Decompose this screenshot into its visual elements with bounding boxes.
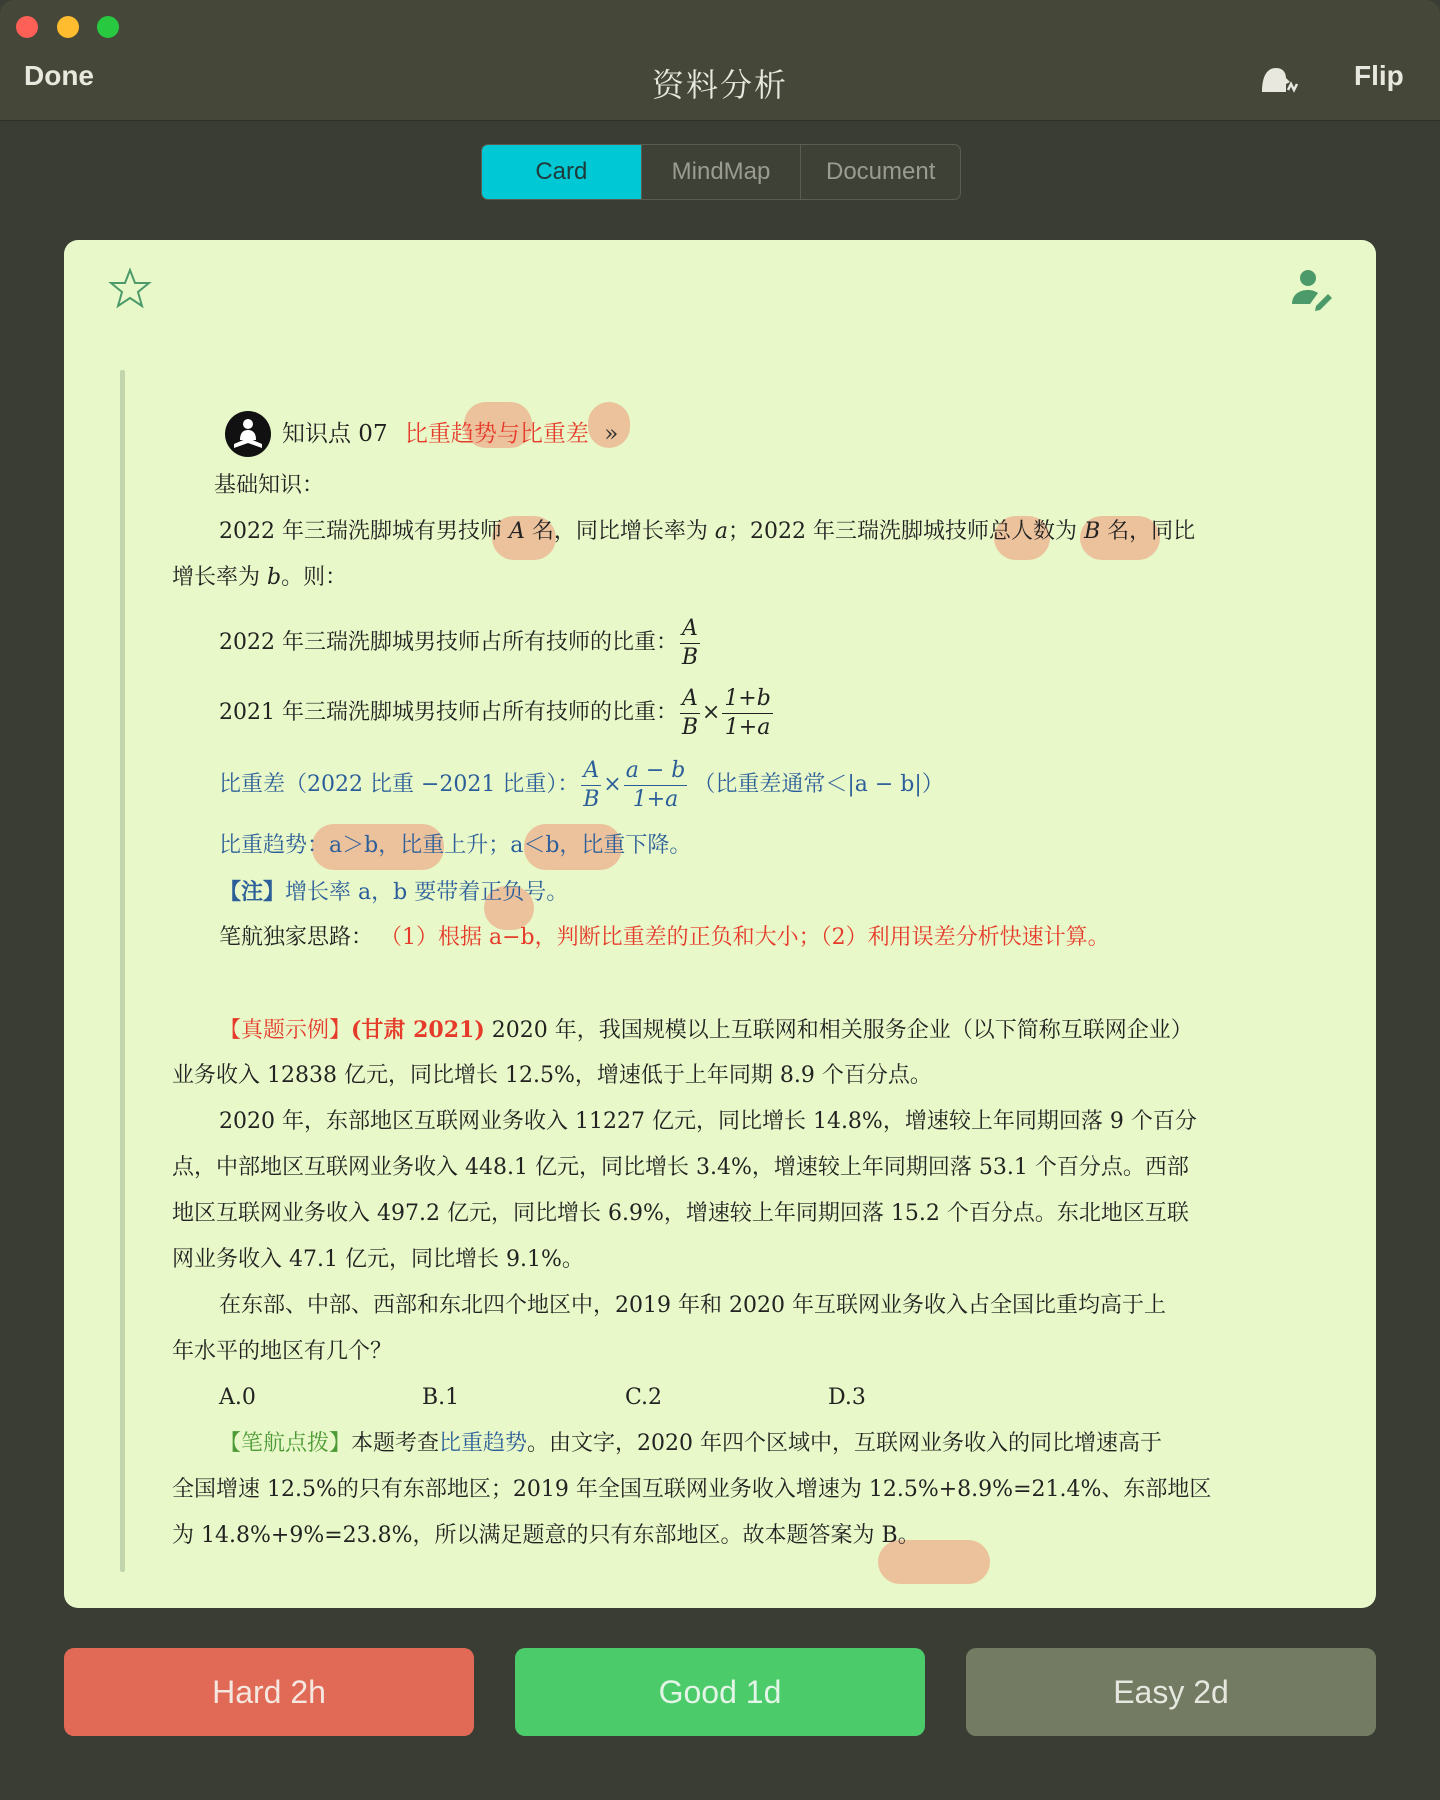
option-d: D.3 [828, 1385, 866, 1410]
basics-label: 基础知识： [214, 473, 325, 498]
tip-link: 比重趋势 [439, 1431, 528, 1456]
tip-line1: 【笔航点拨】本题考查比重趋势。由文字，2020 年四个区域中，互联网业务收入的同比增速高于 [219, 1431, 1163, 1456]
edit-person-icon[interactable] [1290, 266, 1336, 312]
question-line1: 在东部、中部、西部和东北四个地区中，2019 年和 2020 年互联网业务收入占全国比重均高于上 [219, 1293, 1166, 1318]
flashcard [64, 240, 1376, 1608]
zoom-window-button[interactable] [97, 16, 119, 38]
tab-mindmap[interactable]: MindMap [641, 145, 801, 199]
fraction-a-over-b: $\frac{A}{B}$ [681, 615, 699, 670]
example-line3: 2020 年，东部地区互联网业务收入 11227 亿元，同比增长 14.8%，增速较上年同期回落 9 个百分 [219, 1109, 1197, 1134]
para1-line2: 增长率为 b。则： [172, 565, 348, 590]
window-title: 资料分析 [651, 66, 788, 104]
example-line6: 网业务收入 47.1 亿元，同比增长 9.1%。 [172, 1247, 584, 1272]
ratio-trend: 比重趋势：a＞b，比重上升；a＜b，比重下降。 [219, 833, 692, 858]
kp-title: 比重趋势与比重差 [404, 421, 589, 447]
question-line2: 年水平的地区有几个？ [172, 1339, 393, 1364]
ratio-2022: 2022 年三瑞洗脚城男技师占所有技师的比重： $\frac{A}{B}$ [219, 615, 699, 670]
option-a: A.0 [219, 1385, 256, 1410]
hard-button[interactable]: Hard 2h [64, 1648, 474, 1736]
tip-line2: 全国增速 12.5%的只有东部地区；2019 年全国互联网业务收入增速为 12.5%+8.9%=21.4%、东部地区 [172, 1477, 1212, 1502]
kp-chevron: » [604, 421, 619, 447]
example-line2: 业务收入 12838 亿元，同比增长 12.5%，增速低于上年同期 8.9 个百分点。 [172, 1063, 932, 1088]
example-line1: 【真题示例】(甘肃 2021) 2020 年，我国规模以上互联网和相关服务企业（以下简称互联网企业） [219, 1017, 1193, 1043]
quote-bar [120, 370, 125, 1572]
tab-document[interactable]: Document [800, 145, 960, 199]
minimize-window-button[interactable] [57, 16, 79, 38]
ratio-2021: 2021 年三瑞洗脚城男技师占所有技师的比重： $\frac{A}{B}$ × $\frac{1+b}{1+a}$ [219, 685, 771, 740]
good-button[interactable]: Good 1d [515, 1648, 925, 1736]
ratio-difference: 比重差（2022 比重 −2021 比重）： $\frac{A}{B}$ × $\frac{a - b}{1+a}$ （比重差通常＜|a − b|） [219, 757, 944, 812]
tab-card[interactable]: Card [482, 145, 641, 199]
star-icon[interactable] [108, 266, 152, 310]
easy-button[interactable]: Easy 2d [966, 1648, 1376, 1736]
para1-line1: 2022 年三瑞洗脚城有男技师 A 名，同比增长率为 a；2022 年三瑞洗脚城技师总人数为 B 名，同比 [219, 519, 1196, 544]
example-line4: 点，中部地区互联网业务收入 448.1 亿元，同比增长 3.4%，增速较上年同期回落 53.1 个百分点。西部 [172, 1155, 1189, 1180]
title-bar [0, 0, 1440, 121]
kp-prefix: 知识点 07 [282, 421, 388, 447]
done-button[interactable]: Done [24, 60, 94, 91]
idea-line: 笔航独家思路： （1）根据 a−b，判断比重差的正负和大小；（2）利用误差分析快速计算。 [219, 925, 1110, 950]
speak-icon[interactable] [1258, 58, 1302, 102]
close-window-button[interactable] [16, 16, 38, 38]
example-line5: 地区互联网业务收入 497.2 亿元，同比增长 6.9%，增速较上年同期回落 15.2 个百分点。东北地区互联 [172, 1201, 1189, 1226]
reading-person-icon [224, 410, 272, 458]
note-line: 【注】增长率 a，b 要带着正负号。 [219, 879, 569, 905]
tip-line3: 为 14.8%+9%=23.8%，所以满足题意的只有东部地区。故本题答案为 B。 [172, 1523, 920, 1548]
view-mode-tabs [481, 144, 961, 200]
flip-button[interactable]: Flip [1354, 60, 1404, 91]
option-b: B.1 [422, 1385, 460, 1410]
option-c: C.2 [625, 1385, 663, 1410]
